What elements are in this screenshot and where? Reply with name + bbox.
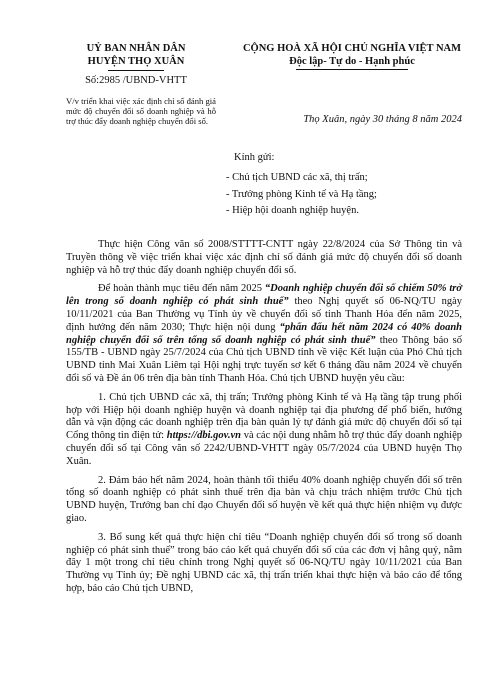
- national-motto: Độc lập- Tự do - Hạnh phúc: [289, 56, 415, 68]
- body-paragraph-2: [66, 283, 462, 385]
- p2-target-quote: “Doanh nghiệp chuyển đổi số chiếm 50% trở lên trong số doanh nghiệp có phát sinh thuế”: [66, 283, 462, 308]
- p3-text-c: và các nội dung nhằm hỗ trợ thúc đẩy doanh nghiệp chuyển đổi số tại Công văn số 2242/UBND-VHTT ngày 05/7/2024 của UBND huyện Thọ Xuân.: [66, 430, 462, 467]
- document-number: Số:2985 /UBND-VHTT: [85, 75, 187, 87]
- document-body: [66, 239, 462, 602]
- document-subject: V/v triển khai việc xác định chỉ số đánh giá mức độ chuyển đổi số doanh nghiệp và hỗ trợ thúc đẩy doanh nghiệp chuyển đổi số.: [66, 96, 216, 127]
- p3-text-a: 1. Chủ tịch UBND các xã, thị trấn; Trưởng phòng Kinh tế và Hạ tầng tập trung phối hợp với Hiệp hội doanh nghiệp huyện và doanh nghiệp tại địa phương để phổ biến, hướng dẫn và vận động các doanh nghiệp trên địa bàn quản lý tự đánh giá mức độ chuyển đổi số tại Cổng thông tin điện tử:: [66, 391, 462, 442]
- p2-text-c: theo Nghị quyết số 06-NQ/TU ngày 10/11/2021 của Ban Thường vụ Tỉnh ủy về chuyển đổi số tỉnh Thanh Hóa đến năm 2025, định hướng đến năm 2030; Thực hiện nội dung: [66, 296, 463, 333]
- national-title: CỘNG HOÀ XÃ HỘI CHỦ NGHĨA VIỆT NAM: [242, 43, 462, 54]
- recipient-item: - Chủ tịch UBND các xã, thị trấn;: [226, 172, 368, 183]
- body-paragraph-4: 2. Đảm bảo hết năm 2024, hoàn thành tối thiểu 40% doanh nghiệp chuyển đổi số trên tổng số doanh nghiệp có phát sinh thuế trên địa bàn và chịu trách nhiệm trước Chủ tịch UBND huyện, Trưởng ban chỉ đạo Chuyển đổi số huyện về kết quả thực hiện nhiệm vụ được giao.: [66, 474, 462, 524]
- issuer-org-line2: HUYỆN THỌ XUÂN: [87, 56, 185, 68]
- portal-link[interactable]: https://dbi.gov.vn: [166, 430, 242, 442]
- body-paragraph-3: [66, 392, 462, 469]
- date-line: Thọ Xuân, ngày 30 tháng 8 năm 2024: [303, 114, 462, 125]
- p2-goal-quote: “phấn đấu hết năm 2024 có 40% doanh nghiệp chuyển đổi số trên tổng số doanh nghiệp có phát sinh thuế”: [66, 321, 463, 346]
- recipients-title: Kính gửi:: [234, 152, 275, 163]
- body-paragraph-1: Thực hiện Công văn số 2008/STTTT-CNTT ngày 22/8/2024 của Sở Thông tin và Truyền thông về việc triển khai việc xác định chỉ số đánh giá mức độ chuyển đổi số doanh nghiệp và hỗ trợ thúc đẩy doanh nghiệp chuyển đổi số.: [66, 239, 462, 276]
- issuer-divider: [108, 70, 164, 71]
- body-paragraph-5: 3. Bổ sung kết quả thực hiện chỉ tiêu “Doanh nghiệp chuyển đổi số trong số doanh nghiệp có phát sinh thuế” trong báo cáo kết quả chuyển đổi số của các đơn vị hằng quý, nằm đây 1 một trong chỉ tiêu chính trong Nghị quyết số 06-NQ/TU ngày 10/11/2021 của Ban Thường vụ Tỉnh ủy; Đề nghị UBND các xã, thị trấn triển khai thực hiện và báo cáo để tổng hợp, báo cáo Chủ tịch UBND,: [66, 531, 462, 594]
- p2-text-a: Để hoàn thành mục tiêu đến năm 2025: [98, 283, 265, 295]
- recipient-item: - Hiệp hội doanh nghiệp huyện.: [226, 205, 359, 217]
- recipient-item: - Trưởng phòng Kinh tế và Hạ tầng;: [226, 188, 377, 200]
- motto-underline: [296, 69, 408, 70]
- national-header: [232, 42, 472, 70]
- recipients-list: [226, 170, 377, 220]
- issuer-org-line1: UỶ BAN NHÂN DÂN: [86, 43, 186, 54]
- p2-text-e: theo Thông báo số 155/TB - UBND ngày 25/7/2024 của Chủ tịch UBND tỉnh về việc Kết luận của Phó Chủ tịch UBND tỉnh Mai Xuân Liêm tại Hội nghị trực tuyến sơ kết 6 tháng đầu năm 2024 về chuyển đổi số và Đề án 06 trên địa bàn tỉnh Thanh Hóa. Chủ tịch UBND huyện yêu cầu:: [66, 334, 462, 384]
- issuer-block: [66, 42, 206, 87]
